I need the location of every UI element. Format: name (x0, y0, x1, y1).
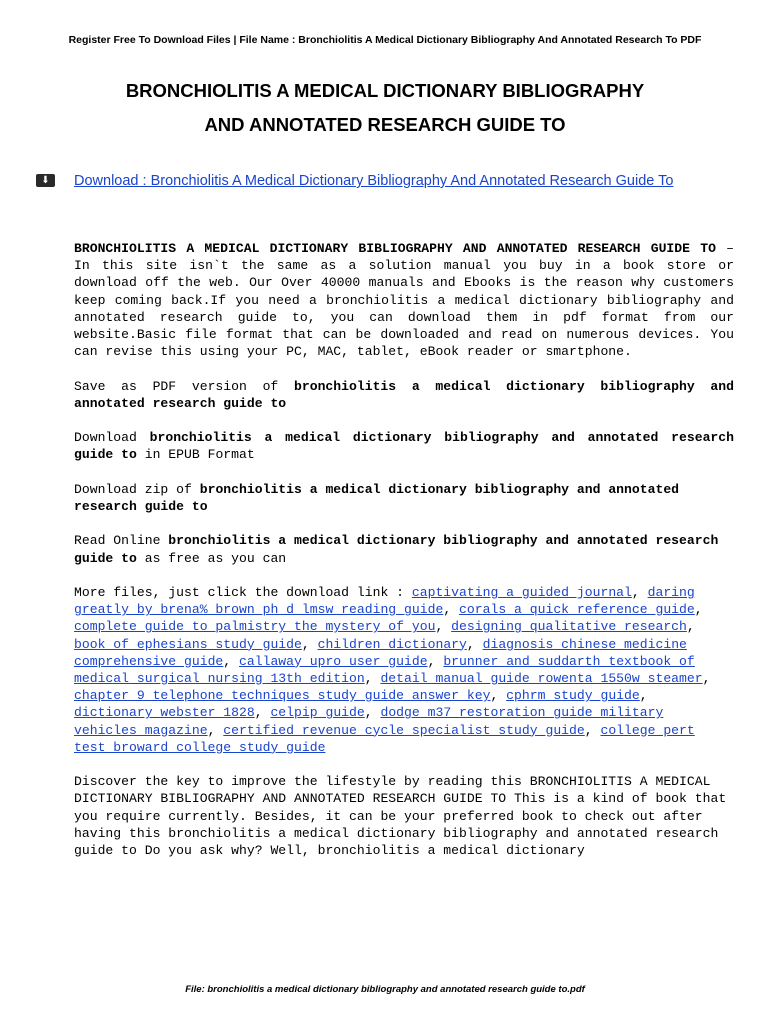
format-title: bronchiolitis a medical dictionary bibliography and annotated research guide to (74, 481, 680, 514)
related-file-link[interactable]: dictionary webster 1828 (74, 705, 255, 721)
document-title (40, 74, 730, 142)
more-files-intro: More files, just click the download link : (74, 584, 412, 600)
link-separator: , (254, 705, 271, 721)
related-file-link[interactable]: designing qualitative research (451, 619, 687, 635)
link-separator: , (435, 619, 452, 635)
format-post: as free as you can (136, 550, 287, 566)
link-separator: , (301, 636, 318, 652)
related-file-link[interactable]: detail manual guide rowenta 1550w steamer (380, 671, 703, 686)
link-separator: , (207, 722, 224, 738)
link-separator: , (443, 602, 460, 618)
download-link[interactable]: Download : Bronchiolitis A Medical Dictionary Bibliography And Annotated Research Guide To (74, 173, 674, 189)
title-line-1: BRONCHIOLITIS A MEDICAL DICTIONARY BIBLIOGRAPHY (125, 80, 645, 101)
format-online (74, 532, 734, 566)
link-separator: , (702, 671, 711, 686)
related-file-link[interactable]: book of ephesians study guide (74, 636, 302, 652)
related-file-link[interactable]: college pert test broward college study guide (74, 722, 695, 755)
page-footer: File: bronchiolitis a medical dictionary bibliography and annotated research guide to.pdf (185, 984, 585, 995)
related-file-link[interactable]: daring greatly by brena% brown ph d lmsw reading guide (74, 584, 695, 618)
related-file-link[interactable]: captivating a guided journal (411, 584, 632, 600)
more-files-links (74, 585, 710, 755)
link-separator: , (364, 671, 381, 686)
related-file-link[interactable]: brunner and suddarth textbook of medical surgical nursing 13th edition (74, 653, 695, 686)
format-epub (74, 429, 734, 463)
format-pdf (74, 378, 734, 412)
related-file-link[interactable]: chapter 9 telephone techniques study guide answer key (74, 688, 491, 704)
document-body (74, 240, 734, 876)
format-pre: Read Online (74, 533, 169, 549)
link-separator: , (490, 688, 507, 704)
format-pre: Download zip of (74, 481, 200, 497)
format-pre: Download (74, 430, 150, 446)
related-file-link[interactable]: complete guide to palmistry the mystery of you (74, 619, 436, 635)
format-post: in EPUB Format (136, 447, 255, 463)
format-zip (74, 481, 734, 515)
discover-paragraph: Discover the key to improve the lifestyle by reading this BRONCHIOLITIS A MEDICAL DICTIONARY BIBLIOGRAPHY AND ANNOTATED RESEARCH GUIDE TO This is a kind of book that you require currently. Besides, it can be your preferred book to check out after having this bronchiolitis a medical dictionary bibliography and annotated research guide to Do you ask why? Well, bronchiolitis a medical dictionary (74, 774, 727, 859)
intro-paragraph (74, 240, 734, 360)
format-title: bronchiolitis a medical dictionary bibliography and annotated research guide to (74, 430, 734, 463)
related-file-link[interactable]: diagnosis chinese medicine comprehensive guide (74, 636, 687, 669)
intro-text: – In this site isn`t the same as a solution manual you buy in a book store or download off the web. Our Over 40000 manuals and Ebooks is the reason why customers keep coming back.If you need a bronchiolitis a medical dictionary bibliography and annotated research guide to, you can download them in pdf format from our website.Basic file format that can be downloaded and read on numerous devices. You can revise this using your PC, MAC, tablet, eBook reader or smartphone. (74, 241, 735, 360)
related-file-link[interactable]: celpip guide (270, 705, 365, 721)
link-separator: , (466, 636, 483, 652)
link-separator: , (639, 688, 648, 704)
format-title: bronchiolitis a medical dictionary bibliography and annotated research guide to (74, 378, 734, 411)
related-file-link[interactable]: callaway upro user guide (239, 653, 428, 669)
link-separator: , (631, 584, 648, 600)
link-separator: , (427, 653, 444, 669)
intro-bold: BRONCHIOLITIS A MEDICAL DICTIONARY BIBLIOGRAPHY AND ANNOTATED RESEARCH GUIDE TO (74, 241, 716, 256)
title-line-2: AND ANNOTATED RESEARCH GUIDE TO (204, 114, 566, 135)
link-separator: , (686, 619, 695, 635)
related-file-link[interactable]: corals a quick reference guide (459, 602, 695, 618)
link-separator: , (223, 653, 240, 669)
download-arrow-icon[interactable]: ⬇ (36, 174, 55, 187)
related-file-link[interactable]: dodge m37 restoration guide military vehicles magazine (74, 705, 664, 738)
related-file-link[interactable]: certified revenue cycle specialist study guide (223, 722, 585, 738)
related-file-link[interactable]: children dictionary (317, 636, 467, 652)
related-file-link[interactable]: cphrm study guide (506, 688, 640, 704)
format-title: bronchiolitis a medical dictionary bibliography and annotated research guide to (74, 533, 719, 566)
more-files-paragraph (74, 584, 734, 756)
link-separator: , (584, 722, 601, 738)
page-header: Register Free To Download Files | File Name : Bronchiolitis A Medical Dictionary Bibliography And Annotated Research To PDF (68, 34, 702, 46)
link-separator: , (694, 602, 703, 618)
link-separator: , (364, 705, 381, 721)
format-pre: Save as PDF version of (74, 378, 294, 394)
